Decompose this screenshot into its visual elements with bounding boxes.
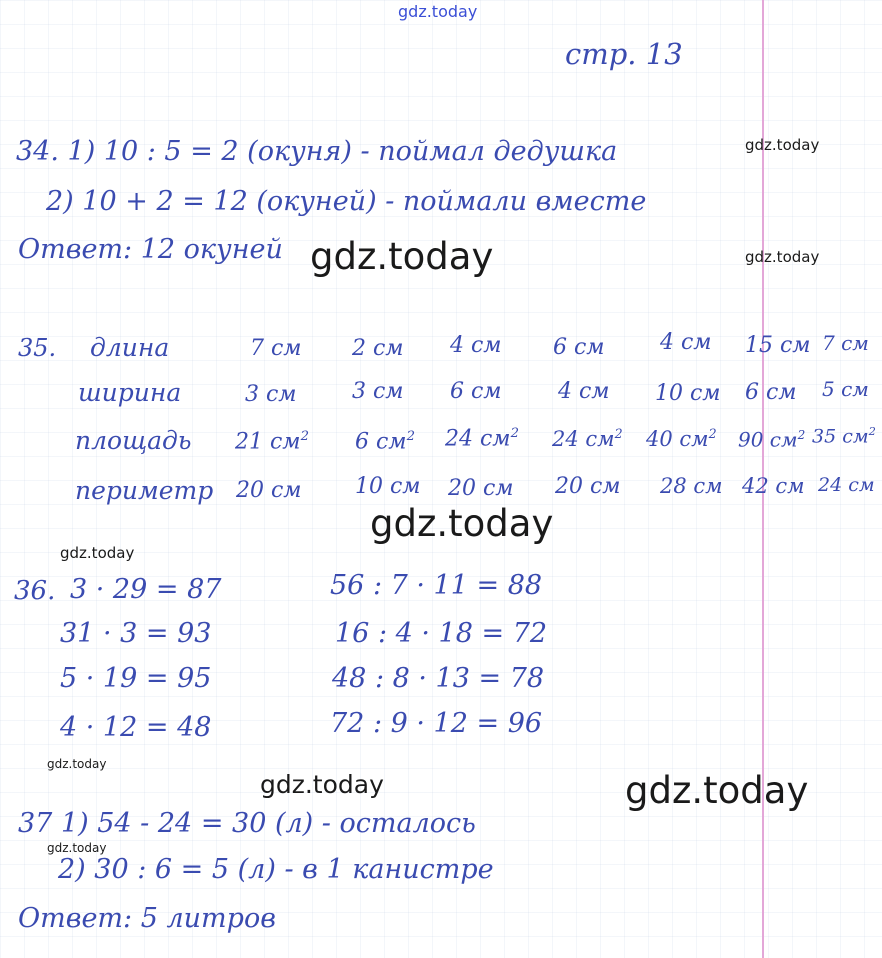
- task35-cell: 20 см: [448, 476, 514, 501]
- watermark-small-left: gdz.today: [60, 544, 135, 562]
- task36-left-expr: 5 · 19 = 95: [60, 663, 212, 694]
- task37-answer: Ответ: 5 литров: [18, 903, 276, 934]
- task35-cell: 5 см: [822, 377, 869, 401]
- task35-cell-area: 24 $см^2$: [445, 426, 519, 452]
- task35-cell: 6 см: [450, 379, 502, 404]
- page-number: стр. 13: [565, 37, 683, 71]
- watermark-mid-right-2: gdz.today: [745, 248, 820, 266]
- task35-number: 35.: [18, 334, 57, 362]
- task35-cell-area: 90 $см^2$: [738, 427, 806, 452]
- task34-line2: 2) 10 + 2 = 12 (окуней) - поймали вместе: [46, 186, 647, 217]
- task35-cell: 42 см: [742, 474, 805, 498]
- task35-cell: 6 см: [745, 380, 797, 405]
- watermark-small-bottom-left: gdz.today: [47, 757, 107, 771]
- task35-cell: 4 см: [558, 379, 610, 404]
- task35-cell: 10 см: [655, 381, 721, 406]
- task35-cell: 3 см: [352, 379, 404, 404]
- task36-right-expr: 48 : 8 · 13 = 78: [332, 663, 545, 694]
- task36-right-expr: 72 : 9 · 12 = 96: [330, 708, 543, 739]
- task35-cell: 24 см: [818, 474, 875, 496]
- watermark-medium-bottom: gdz.today: [260, 770, 384, 799]
- task35-row-label: ширина: [78, 378, 182, 407]
- task35-cell: 15 см: [745, 333, 811, 358]
- task35-row-label: периметр: [75, 476, 214, 505]
- task37-line2: 2) 30 : 6 = 5 (л) - в 1 канистре: [58, 854, 494, 885]
- task35-cell-area: 6 $см^2$: [355, 429, 415, 455]
- watermark-large-1: gdz.today: [310, 235, 494, 278]
- watermark-mid-right-1: gdz.today: [745, 136, 820, 154]
- task35-cell-area: 40 $см^2$: [646, 426, 717, 451]
- task35-cell: 20 см: [236, 478, 302, 503]
- task35-row-label: площадь: [75, 426, 192, 455]
- watermark-top: gdz.today: [398, 2, 478, 21]
- task35-cell-area: 21 $см^2$: [235, 429, 309, 455]
- task35-cell: 10 см: [355, 474, 421, 499]
- task35-cell: 28 см: [660, 474, 723, 498]
- task34-answer: Ответ: 12 окуней: [18, 234, 283, 265]
- task35-cell-area: 24 $см^2$: [552, 426, 623, 451]
- task35-cell: 4 см: [450, 333, 502, 358]
- watermark-tiny-bottom: gdz.today: [47, 841, 107, 855]
- task36-right-expr: 56 : 7 · 11 = 88: [330, 570, 543, 601]
- watermark-large-2: gdz.today: [370, 502, 554, 545]
- task35-cell: 4 см: [660, 330, 712, 355]
- task37-line1: 37 1) 54 - 24 = 30 (л) - осталось: [18, 808, 476, 839]
- task36-right-expr: 16 : 4 · 18 = 72: [335, 618, 548, 649]
- task35-row-label: длина: [90, 333, 170, 362]
- task35-cell: 2 см: [352, 336, 404, 361]
- task36-left-expr: 3 · 29 = 87: [70, 574, 222, 605]
- task36-left-expr: 4 · 12 = 48: [60, 712, 212, 743]
- task35-cell-area: 35 $см^2$: [812, 424, 876, 448]
- task36-left-expr: 31 · 3 = 93: [60, 618, 212, 649]
- task34-line1: 34. 1) 10 : 5 = 2 (окуня) - поймал дедушка: [16, 136, 618, 167]
- task35-cell: 20 см: [555, 474, 621, 499]
- task35-cell: 7 см: [822, 331, 869, 355]
- task35-cell: 6 см: [553, 335, 605, 360]
- watermark-large-bottom: gdz.today: [625, 769, 809, 812]
- task35-cell: 7 см: [250, 336, 302, 361]
- task35-cell: 3 см: [245, 382, 297, 407]
- task36-number: 36.: [14, 576, 56, 606]
